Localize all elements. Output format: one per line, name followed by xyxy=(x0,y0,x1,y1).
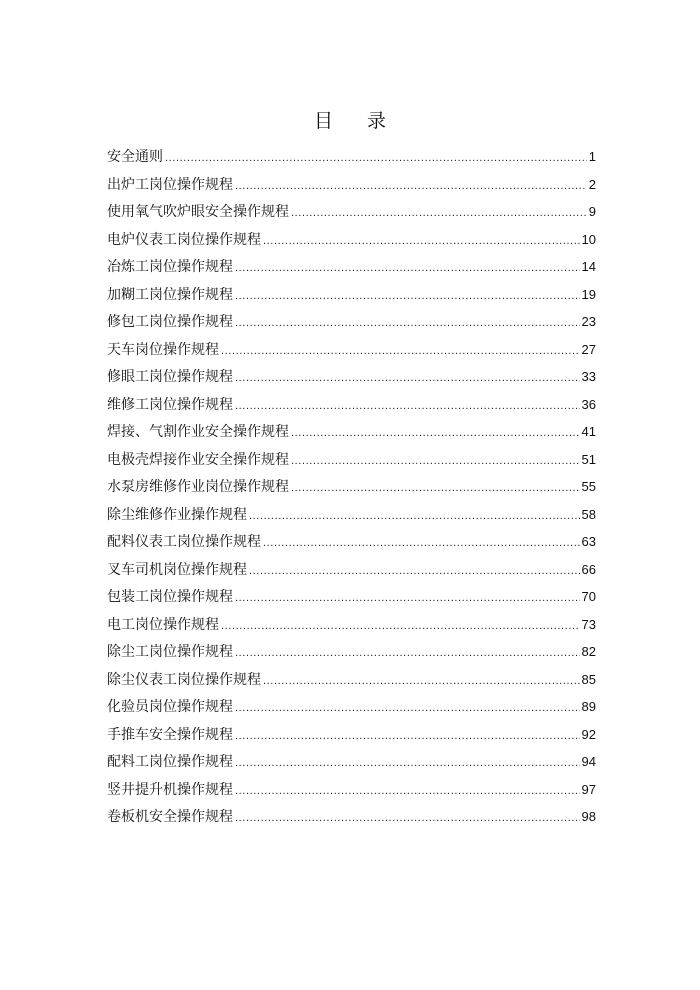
dot-leader xyxy=(235,695,580,723)
toc-entry-title: 电工岗位操作规程 xyxy=(107,616,219,633)
toc-page-number: 23 xyxy=(581,314,596,329)
toc-page-number: 2 xyxy=(588,176,596,192)
dot-leader xyxy=(235,393,580,421)
toc-entry[interactable] xyxy=(107,171,596,199)
dot-leader xyxy=(263,668,580,696)
toc-page-number: 82 xyxy=(581,644,596,659)
toc-entry-title: 化验员岗位操作规程 xyxy=(107,699,233,715)
toc-entry-title: 天车岗位操作规程 xyxy=(107,341,219,358)
dot-leader xyxy=(291,475,580,503)
toc-heading: 目 录 xyxy=(313,110,401,132)
toc-entry[interactable] xyxy=(107,446,596,474)
toc-entry[interactable] xyxy=(107,693,596,721)
dot-leader xyxy=(263,228,580,256)
toc-entry-title: 除尘工岗位操作规程 xyxy=(107,644,233,660)
toc-entry[interactable] xyxy=(107,391,596,419)
toc-entry-title: 出炉工岗位操作规程 xyxy=(107,176,233,193)
toc-page-number: 14 xyxy=(581,259,596,274)
dot-leader xyxy=(235,255,580,283)
toc-page-number: 1 xyxy=(588,149,596,164)
table-of-contents xyxy=(107,143,596,831)
toc-entry-title: 电炉仪表工岗位操作规程 xyxy=(107,231,261,248)
toc-page-number: 10 xyxy=(581,231,596,247)
toc-page-number: 27 xyxy=(581,341,596,357)
dot-leader xyxy=(291,448,580,476)
toc-page-number: 66 xyxy=(581,561,596,577)
toc-entry-title: 除尘维修作业操作规程 xyxy=(107,506,247,523)
toc-entry[interactable] xyxy=(107,473,596,501)
dot-leader xyxy=(235,365,580,393)
toc-entry-title: 包装工岗位操作规程 xyxy=(107,589,233,605)
toc-page-number: 33 xyxy=(581,369,596,384)
toc-page-number: 70 xyxy=(581,589,596,604)
toc-entry[interactable] xyxy=(107,528,596,556)
toc-entry[interactable] xyxy=(107,638,596,666)
toc-entry[interactable] xyxy=(107,336,596,364)
toc-entry-title: 卷板机安全操作规程 xyxy=(107,809,233,825)
toc-entry-title: 修眼工岗位操作规程 xyxy=(107,369,233,385)
toc-page-number: 97 xyxy=(581,781,596,797)
dot-leader xyxy=(235,750,580,778)
toc-page-number: 85 xyxy=(581,671,596,687)
toc-entry-title: 修包工岗位操作规程 xyxy=(107,314,233,330)
toc-page-number: 55 xyxy=(581,479,596,494)
toc-entry[interactable] xyxy=(107,611,596,639)
dot-leader xyxy=(235,723,580,751)
toc-entry-title: 叉车司机岗位操作规程 xyxy=(107,561,247,578)
toc-entry[interactable] xyxy=(107,143,596,171)
toc-entry-title: 水泵房维修作业岗位操作规程 xyxy=(107,479,289,495)
toc-entry[interactable] xyxy=(107,776,596,804)
toc-entry[interactable] xyxy=(107,308,596,336)
toc-page-number: 36 xyxy=(581,396,596,412)
toc-page-number: 9 xyxy=(588,204,596,219)
toc-entry-title: 加糊工岗位操作规程 xyxy=(107,286,233,303)
toc-entry[interactable] xyxy=(107,226,596,254)
toc-page-number: 94 xyxy=(581,754,596,769)
toc-page-number: 92 xyxy=(581,726,596,742)
toc-entry-title: 竖井提升机操作规程 xyxy=(107,781,233,798)
toc-entry[interactable] xyxy=(107,748,596,776)
toc-page-number: 73 xyxy=(581,616,596,632)
dot-leader xyxy=(165,145,587,173)
toc-page-number: 41 xyxy=(581,424,596,439)
toc-entry[interactable] xyxy=(107,666,596,694)
dot-leader xyxy=(235,310,580,338)
toc-page-number: 63 xyxy=(581,534,596,549)
dot-leader xyxy=(291,200,587,228)
dot-leader xyxy=(235,805,580,833)
toc-entry-title: 电极壳焊接作业安全操作规程 xyxy=(107,451,289,468)
toc-entry[interactable] xyxy=(107,253,596,281)
toc-entry-title: 除尘仪表工岗位操作规程 xyxy=(107,671,261,688)
dot-leader xyxy=(263,530,580,558)
toc-entry[interactable] xyxy=(107,418,596,446)
dot-leader xyxy=(235,778,580,806)
toc-entry-title: 安全通则 xyxy=(107,149,163,165)
toc-entry-title: 配料仪表工岗位操作规程 xyxy=(107,534,261,550)
dot-leader xyxy=(235,585,580,613)
toc-entry-title: 配料工岗位操作规程 xyxy=(107,754,233,770)
toc-entry-title: 维修工岗位操作规程 xyxy=(107,396,233,413)
dot-leader xyxy=(235,283,580,311)
toc-entry-title: 冶炼工岗位操作规程 xyxy=(107,259,233,275)
toc-entry[interactable] xyxy=(107,501,596,529)
dot-leader xyxy=(249,503,580,531)
toc-entry-title: 焊接、气割作业安全操作规程 xyxy=(107,424,289,440)
toc-entry[interactable] xyxy=(107,583,596,611)
toc-page-number: 58 xyxy=(581,506,596,522)
toc-page-number: 51 xyxy=(581,451,596,467)
dot-leader xyxy=(221,613,580,641)
toc-page-number: 89 xyxy=(581,699,596,714)
toc-page-number: 19 xyxy=(581,286,596,302)
toc-entry-title: 手推车安全操作规程 xyxy=(107,726,233,743)
dot-leader xyxy=(291,420,580,448)
toc-entry[interactable] xyxy=(107,281,596,309)
toc-entry-title: 使用氧气吹炉眼安全操作规程 xyxy=(107,204,289,220)
dot-leader xyxy=(235,173,587,201)
toc-page-number: 98 xyxy=(581,809,596,824)
toc-entry[interactable] xyxy=(107,198,596,226)
dot-leader xyxy=(249,558,580,586)
dot-leader xyxy=(235,640,580,668)
toc-entry[interactable] xyxy=(107,363,596,391)
dot-leader xyxy=(221,338,580,366)
toc-entry[interactable] xyxy=(107,721,596,749)
toc-entry[interactable] xyxy=(107,556,596,584)
toc-entry[interactable] xyxy=(107,803,596,831)
